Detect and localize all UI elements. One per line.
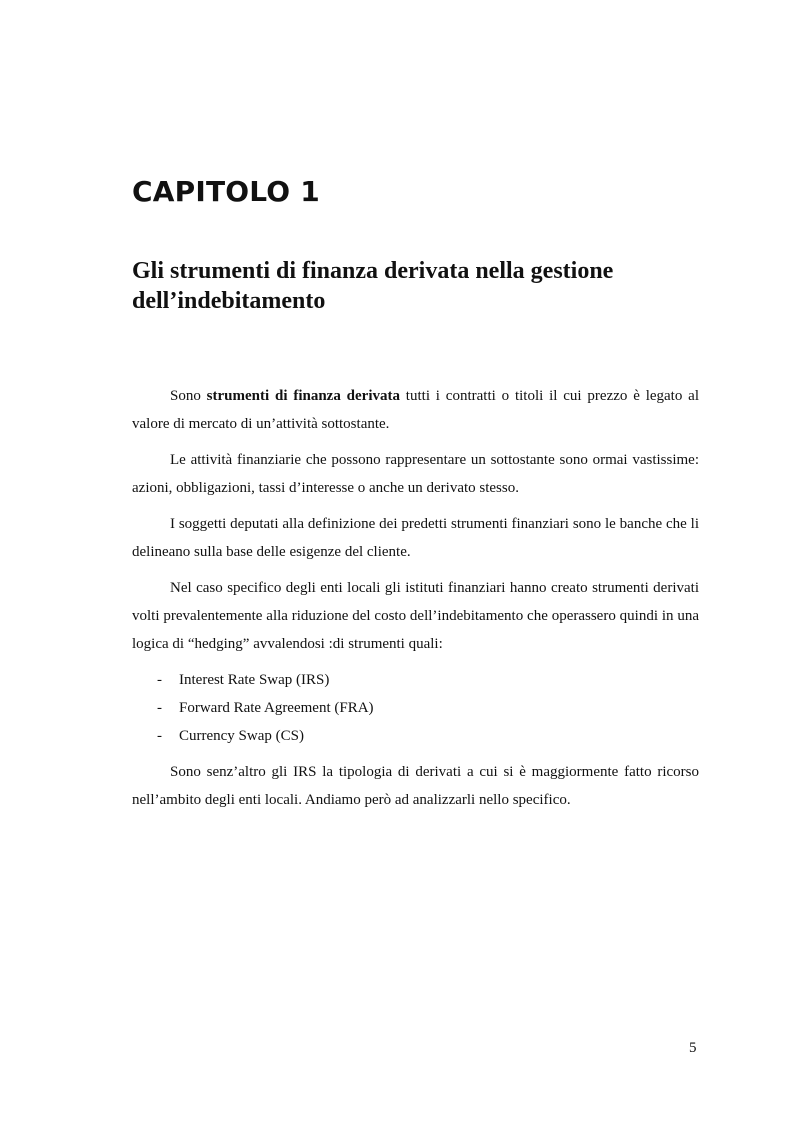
- instrument-list: [132, 666, 699, 750]
- chapter-label: CAPITOLO 1: [132, 175, 320, 208]
- paragraph-closing: Sono senz’altro gli IRS la tipologia di derivati a cui si è maggiormente fatto ricorso nell’ambito degli enti locali. Andiamo però ad analizzarli nello specifico.: [132, 764, 699, 808]
- chapter-title-line-1: Gli strumenti di finanza derivata nella gestione: [132, 258, 614, 284]
- list-item: [132, 666, 699, 694]
- chapter-title-line-2: dell’indebitamento: [132, 288, 326, 314]
- paragraph-definition: [132, 382, 699, 438]
- list-item: [132, 722, 699, 750]
- list-item-text: Currency Swap (CS): [179, 728, 304, 744]
- paragraph-definition-lead: Sono: [170, 388, 207, 404]
- body-text: [132, 382, 699, 822]
- paragraph-underlying-assets: Le attività finanziarie che possono rappresentare un sottostante sono ormai vastissime: azioni, obbligazioni, tassi d’interesse o anche un derivato stesso.: [132, 452, 699, 496]
- bullet-dash: -: [157, 672, 162, 688]
- page-number: 5: [689, 1040, 697, 1056]
- bullet-dash: -: [157, 728, 162, 744]
- chapter-title: [132, 256, 712, 316]
- list-item: [132, 694, 699, 722]
- list-item-text: Interest Rate Swap (IRS): [179, 672, 330, 688]
- paragraph-definition-rest: tutti i contratti o titoli il cui prezzo è legato al valore di mercato di un’attività sottostante.: [132, 388, 699, 432]
- paragraph-definition-term: strumenti di finanza derivata: [206, 388, 400, 404]
- paragraph-local-authorities: Nel caso specifico degli enti locali gli istituti finanziari hanno creato strumenti derivati volti prevalentemente alla riduzione del costo dell’indebitamento che operassero quindi in una logica di “hedging” avvalendosi :di strumenti quali:: [132, 580, 699, 652]
- paragraph-issuers: I soggetti deputati alla definizione dei predetti strumenti finanziari sono le banche che li delineano sulla base delle esigenze del cliente.: [132, 516, 699, 560]
- list-item-text: Forward Rate Agreement (FRA): [179, 700, 374, 716]
- bullet-dash: -: [157, 700, 162, 716]
